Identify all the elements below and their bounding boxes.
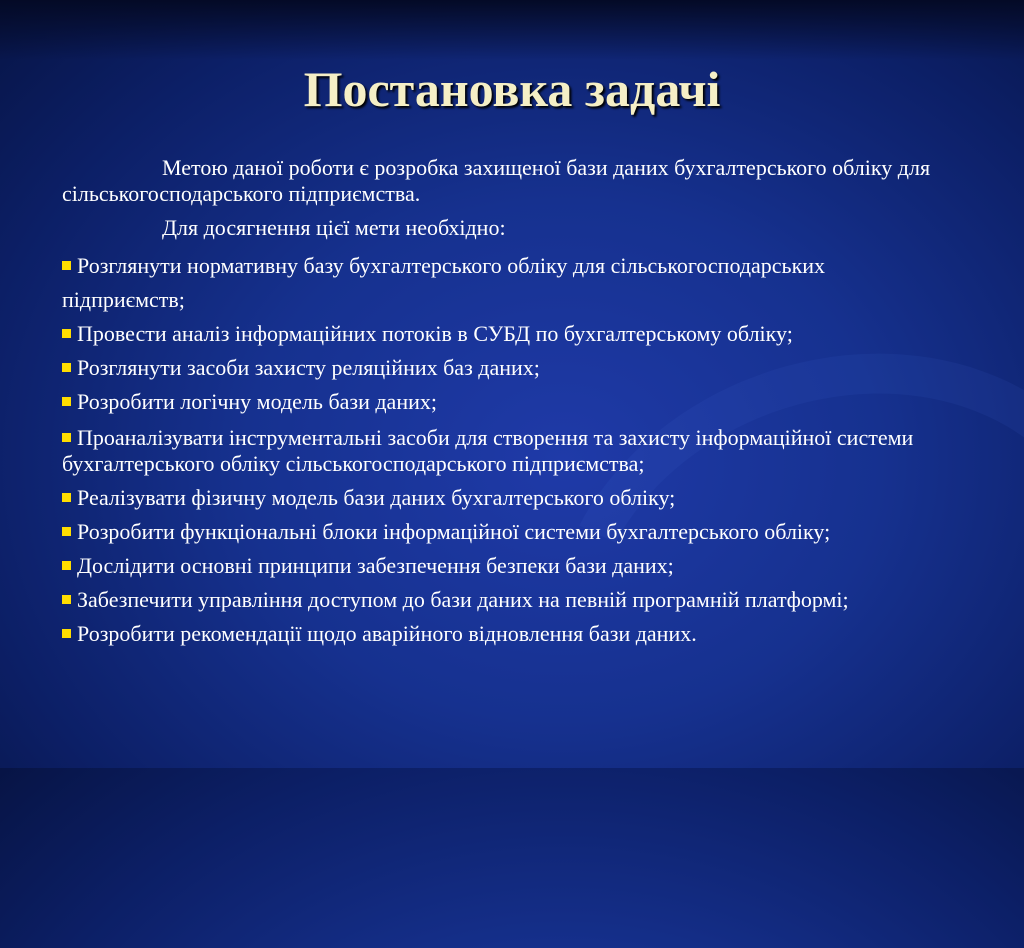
slide-title: Постановка задачі xyxy=(303,61,721,117)
list-item-text: Розробити функціональні блоки інформаційної системи бухгалтерського обліку; xyxy=(77,519,831,544)
square-bullet-icon xyxy=(62,629,71,638)
list-item xyxy=(62,249,952,317)
list-item-text: Дослідити основні принципи забезпечення безпеки бази даних; xyxy=(77,553,674,578)
top-shade xyxy=(0,0,1024,60)
list-item-text: Проаналізувати інструментальні засоби для створення та захисту інформаційної системи бухгалтерського обліку сільськогосподарського підприємства; xyxy=(62,425,914,476)
square-bullet-icon xyxy=(62,363,71,372)
slide-body xyxy=(62,155,952,655)
intro-paragraph: Метою даної роботи є розробка захищеної бази даних бухгалтерського обліку для сільськогосподарського підприємства. xyxy=(62,155,931,206)
intro-lead: Для досягнення цієї мети необхідно: xyxy=(162,215,506,240)
square-bullet-icon xyxy=(62,329,71,338)
square-bullet-icon xyxy=(62,527,71,536)
list-item-text: Розглянути нормативну базу бухгалтерського обліку для сільськогосподарських підприємств; xyxy=(62,253,826,312)
list-item xyxy=(62,351,952,385)
list-item-text: Забезпечити управління доступом до бази даних на певній програмній платформі; xyxy=(77,587,849,612)
square-bullet-icon xyxy=(62,561,71,570)
list-item-text: Розробити логічну модель бази даних; xyxy=(77,389,437,414)
list-item xyxy=(62,317,952,351)
square-bullet-icon xyxy=(62,595,71,604)
list-item-text: Розробити рекомендації щодо аварійного відновлення бази даних. xyxy=(77,621,697,646)
square-bullet-icon xyxy=(62,397,71,406)
list-item xyxy=(62,519,952,545)
list-item xyxy=(62,553,952,579)
square-bullet-icon xyxy=(62,433,71,442)
list-item xyxy=(62,621,952,647)
square-bullet-icon xyxy=(62,261,71,270)
list-item xyxy=(62,385,952,419)
list-item xyxy=(62,485,952,511)
list-item xyxy=(62,425,952,477)
square-bullet-icon xyxy=(62,493,71,502)
list-item-text: Розглянути засоби захисту реляційних баз даних; xyxy=(77,355,540,380)
list-item-text: Провести аналіз інформаційних потоків в СУБД по бухгалтерському обліку; xyxy=(77,321,793,346)
list-item-text: Реалізувати фізичну модель бази даних бухгалтерського обліку; xyxy=(77,485,676,510)
list-item xyxy=(62,587,952,613)
